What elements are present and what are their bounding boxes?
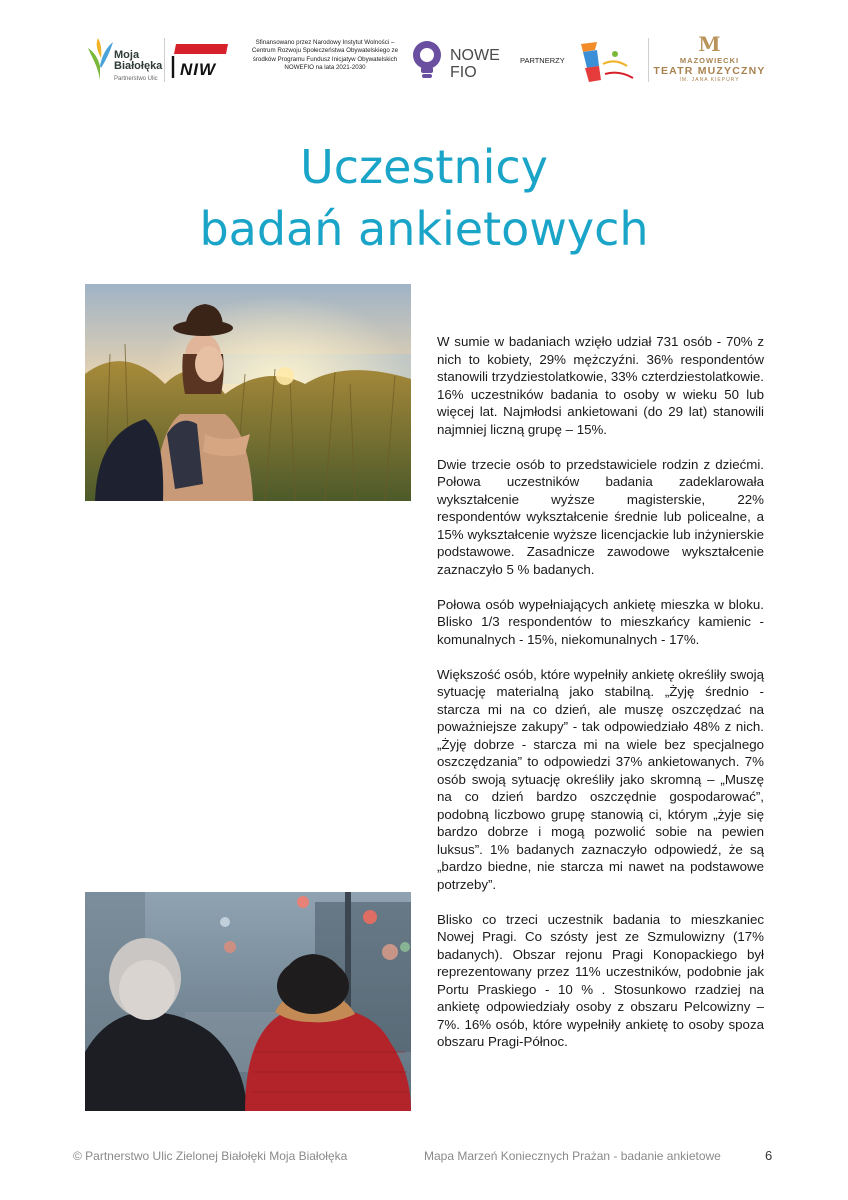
logo-separator <box>648 38 649 82</box>
logo-separator <box>164 38 165 82</box>
niw-logo-text: NIW <box>180 60 217 79</box>
page-number: 6 <box>765 1148 773 1163</box>
body-text <box>437 333 764 1068</box>
fio-logo-line1: NOWE <box>450 47 500 64</box>
paragraph: Większość osób, które wypełniły ankietę określiły swoją sytuację materialną jako stabilną. „Żyję średnio - starcza mi na co dzień, ale muszę oszczędzać na poważniejsze zakupy” - tak odpowiedziało 48% z nich. „Żyję dobrze - starcza mi na wiele bez specjalnego oszczędzania” to odpowiedzi 37% ankietowanych. 7% osób swoją sytuację określiły jako skromną – „Muszę na co dzień bardzo oszczędnie gospodarować”, podobną liczbowo grupę stanowią ci, którym „żyje się bardzo dobrze i mogą pozwolić sobie na pewien luksus”. 1% badanych zaznaczyło odpowiedź, że są „bardzo biedne, nie starcza mi nawet na podstawowe potrzeby”. <box>437 666 764 892</box>
paragraph: W sumie w badaniach wzięło udział 731 osób - 70% z nich to kobiety, 29% mężczyźni. 36% respondentów stanowili trzydziestolatkowie, 33% czterdziestolatkowie. 16% uczestników badania to osoby w wieku 50 lub więcej lat. Najmłodsi ankietowani (do 29 lat) stanowili najmniej liczną grupę – 15%. <box>437 334 764 437</box>
moja-logo-line1: Moja <box>114 49 140 61</box>
moja-logo-line2: Białołęka <box>114 60 163 72</box>
two-people-street-photo <box>85 892 411 1111</box>
niw-logo <box>170 38 232 82</box>
paragraph: Blisko co trzeci uczestnik badania to mieszkaniec Nowej Pragi. Co szósty jest ze Szmulowizny (17% badanych). Obszar rejonu Pragi Konopackiego był reprezentowany przez 11% uczestników, podobnie jak Portu Praskiego - 10 % . Stosunkowo rzadziej na ankietę odpowiedziały osoby z obszaru Pelcowizny – 7%. 16% osób, które wypełniły ankietę to osoby spoza obszaru Pragi-Północ. <box>437 911 764 1049</box>
funding-text: Sfinansowano przez Narodowy Instytut Wolności – Centrum Rozwoju Społeczeństwa Obywatelskiego ze środków Programu Fundusz Inicjatyw Obywatelskich NOWEFIO na lata 2021-2030 <box>251 39 399 72</box>
title-line2: badań ankietowych <box>199 202 649 256</box>
moja-bialoleka-logo <box>84 36 164 86</box>
woman-by-lake-photo <box>85 284 411 501</box>
teatr-logo-line1: MAZOWIECKI <box>679 56 740 65</box>
header-logos <box>0 30 848 90</box>
leaf-icon <box>86 36 114 82</box>
footer-document-title: Mapa Marzeń Koniecznych Prażan - badanie ankietowe <box>424 1149 721 1163</box>
teatr-muzyczny-logo <box>652 34 767 90</box>
partners-label: PARTNERZY <box>520 56 565 65</box>
footer-copyright: © Partnerstwo Ulic Zielonej Białołęki Moja Białołęka <box>73 1149 348 1163</box>
moja-logo-sub: Partnerstwo Ulic <box>114 76 158 82</box>
lightbulb-icon <box>410 40 444 82</box>
title-line1: Uczestnicy <box>300 140 548 194</box>
paragraph: Połowa osób wypełniających ankietę mieszka w bloku. Blisko 1/3 respondentów to mieszkańcy kamienic - komunalnych - 15%, niekomunalnych - 17%. <box>437 596 764 647</box>
paragraph: Dwie trzecie osób to przedstawiciele rodzin z dziećmi. Połowa uczestników badania zadeklarowała wykształcenie wyższe magisterskie, 22% respondentów wykształcenie średnie lub policealne, a 15% wykształcenie wyższe licencjackie lub inżynierskie podstawowe. Zasadnicze zawodowe wykształcenie zaznaczyło 5 % badanych. <box>437 456 764 577</box>
teatr-logo-line3: IM. JANA KIEPURY <box>679 77 740 83</box>
nowe-fio-logo <box>410 40 510 84</box>
fio-logo-line2: FIO <box>450 64 477 81</box>
colorful-partner-icon <box>575 40 643 88</box>
page-title <box>0 136 848 260</box>
teatr-logo-mark: M <box>698 32 721 56</box>
teatr-logo-line2: TEATR MUZYCZNY <box>653 65 766 77</box>
praga-partner-logo <box>575 40 643 88</box>
